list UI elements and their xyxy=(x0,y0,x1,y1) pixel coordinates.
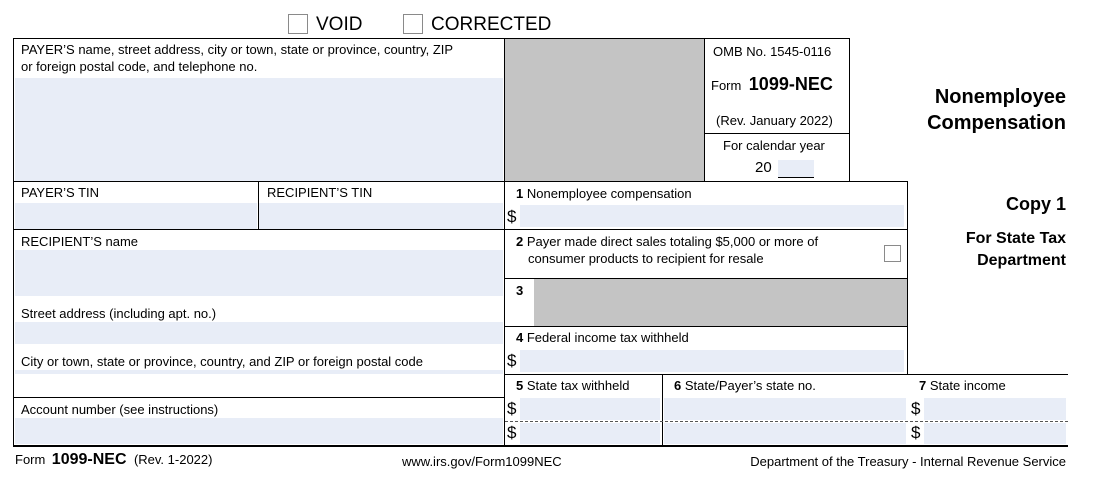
rule-row4 xyxy=(505,326,907,327)
box3-number: 3 xyxy=(516,283,524,298)
city-label: City or town, state or province, country, and ZIP or foreign postal code xyxy=(21,354,423,369)
box4-label: Federal income tax withheld xyxy=(526,330,689,345)
footer-revision: (Rev. 1-2022) xyxy=(133,452,213,467)
footer-form-name: 1099-NEC xyxy=(51,451,127,468)
box7-input-2[interactable] xyxy=(924,423,1066,444)
rule-omb-right xyxy=(849,38,850,182)
street-address-label: Street address (including apt. no.) xyxy=(21,306,217,321)
rule-box5-6 xyxy=(662,374,663,446)
box2-checkbox[interactable] xyxy=(884,245,901,262)
recipient-name-input[interactable] xyxy=(15,250,503,296)
rule-bottom xyxy=(13,445,1068,447)
rule-row2 xyxy=(13,229,907,230)
box2-line2: consumer products to recipient for resale xyxy=(528,251,764,266)
calendar-year-label: For calendar year xyxy=(723,138,825,153)
rule-right-col xyxy=(907,181,908,375)
box1-heading xyxy=(516,186,692,202)
calendar-year-input[interactable] xyxy=(778,160,814,178)
rule-tin-split xyxy=(258,181,259,230)
box7-dollar-2: $ xyxy=(911,423,921,442)
year-underline xyxy=(778,177,814,178)
city-input[interactable] xyxy=(15,370,503,374)
rule-omb-left xyxy=(704,38,705,182)
box3-shaded xyxy=(534,279,907,326)
footer-form-id xyxy=(15,451,212,469)
rule-left xyxy=(13,38,14,446)
box4-dollar: $ xyxy=(507,351,517,370)
rule-row3 xyxy=(505,278,907,279)
copy-dest-line1: For State Tax xyxy=(965,230,1066,247)
rule-account xyxy=(13,397,504,398)
copy-destination xyxy=(966,228,1066,272)
rule-row1 xyxy=(13,181,907,182)
form-id xyxy=(711,74,833,95)
form-name: 1099-NEC xyxy=(748,74,833,94)
payer-tin-input[interactable] xyxy=(15,203,257,229)
box4-number: 4 xyxy=(516,330,524,345)
rule-top xyxy=(13,38,850,39)
box7-label: State income xyxy=(929,378,1006,393)
footer-url[interactable]: www.irs.gov/Form1099NEC xyxy=(402,454,562,469)
box6-number: 6 xyxy=(674,378,682,393)
box5-number: 5 xyxy=(516,378,524,393)
box5-dollar-2: $ xyxy=(507,423,517,442)
omb-number: OMB No. 1545-0116 xyxy=(713,44,832,59)
revision: (Rev. January 2022) xyxy=(716,113,833,128)
box6-label: State/Payer’s state no. xyxy=(684,378,816,393)
copy-dest-line2: Department xyxy=(977,252,1066,269)
box5-input-2[interactable] xyxy=(520,423,660,444)
box6-heading xyxy=(674,378,816,394)
recipient-tin-label: RECIPIENT’S TIN xyxy=(267,185,373,200)
box5-heading xyxy=(516,378,629,394)
recipient-tin-input[interactable] xyxy=(259,203,503,229)
payer-label-line2: or foreign postal code, and telephone no. xyxy=(21,59,258,74)
form-title xyxy=(927,84,1066,136)
footer-form-prefix: Form xyxy=(15,452,46,467)
box4-heading xyxy=(516,330,689,346)
box7-heading xyxy=(919,378,1006,394)
title-line2: Compensation xyxy=(927,112,1066,134)
rule-row5 xyxy=(505,374,1068,375)
box1-dollar: $ xyxy=(507,207,517,226)
corrected-label: CORRECTED xyxy=(431,14,552,35)
street-address-input[interactable] xyxy=(15,322,503,344)
box2-heading xyxy=(516,234,818,250)
copy-label: Copy 1 xyxy=(1005,194,1066,214)
box7-input-1[interactable] xyxy=(924,398,1066,420)
box4-input[interactable] xyxy=(520,350,904,372)
account-number-label: Account number (see instructions) xyxy=(21,402,219,417)
box5-label: State tax withheld xyxy=(526,378,630,393)
rule-omb-split xyxy=(705,133,849,134)
payer-label-line1: PAYER’S name, street address, city or town, state or province, country, ZIP xyxy=(21,42,454,57)
payer-tin-label: PAYER’S TIN xyxy=(21,185,100,200)
box7-number: 7 xyxy=(919,378,927,393)
form-prefix: Form xyxy=(711,78,742,93)
box7-dollar-1: $ xyxy=(911,399,921,418)
void-label: VOID xyxy=(316,14,363,35)
box6-input-1[interactable] xyxy=(664,398,906,420)
rule-state-dashed xyxy=(505,421,1068,422)
box1-label: Nonemployee compensation xyxy=(526,186,692,201)
payer-info-input[interactable] xyxy=(15,78,503,181)
shaded-area-top xyxy=(504,39,704,181)
void-checkbox[interactable] xyxy=(288,14,308,34)
box5-dollar-1: $ xyxy=(507,399,517,418)
box2-number: 2 xyxy=(516,234,524,249)
account-number-input[interactable] xyxy=(15,418,503,444)
box6-input-2[interactable] xyxy=(664,423,906,444)
footer-department: Department of the Treasury - Internal Revenue Service xyxy=(750,454,1066,469)
box2-line1: Payer made direct sales totaling $5,000 or more of xyxy=(526,234,819,249)
box1-number: 1 xyxy=(516,186,524,201)
box1-input[interactable] xyxy=(520,205,904,227)
box5-input-1[interactable] xyxy=(520,398,660,420)
recipient-name-label: RECIPIENT’S name xyxy=(21,234,139,249)
corrected-checkbox[interactable] xyxy=(403,14,423,34)
title-line1: Nonemployee xyxy=(934,86,1066,108)
year-prefix: 20 xyxy=(755,159,772,176)
rule-mid xyxy=(504,38,505,446)
